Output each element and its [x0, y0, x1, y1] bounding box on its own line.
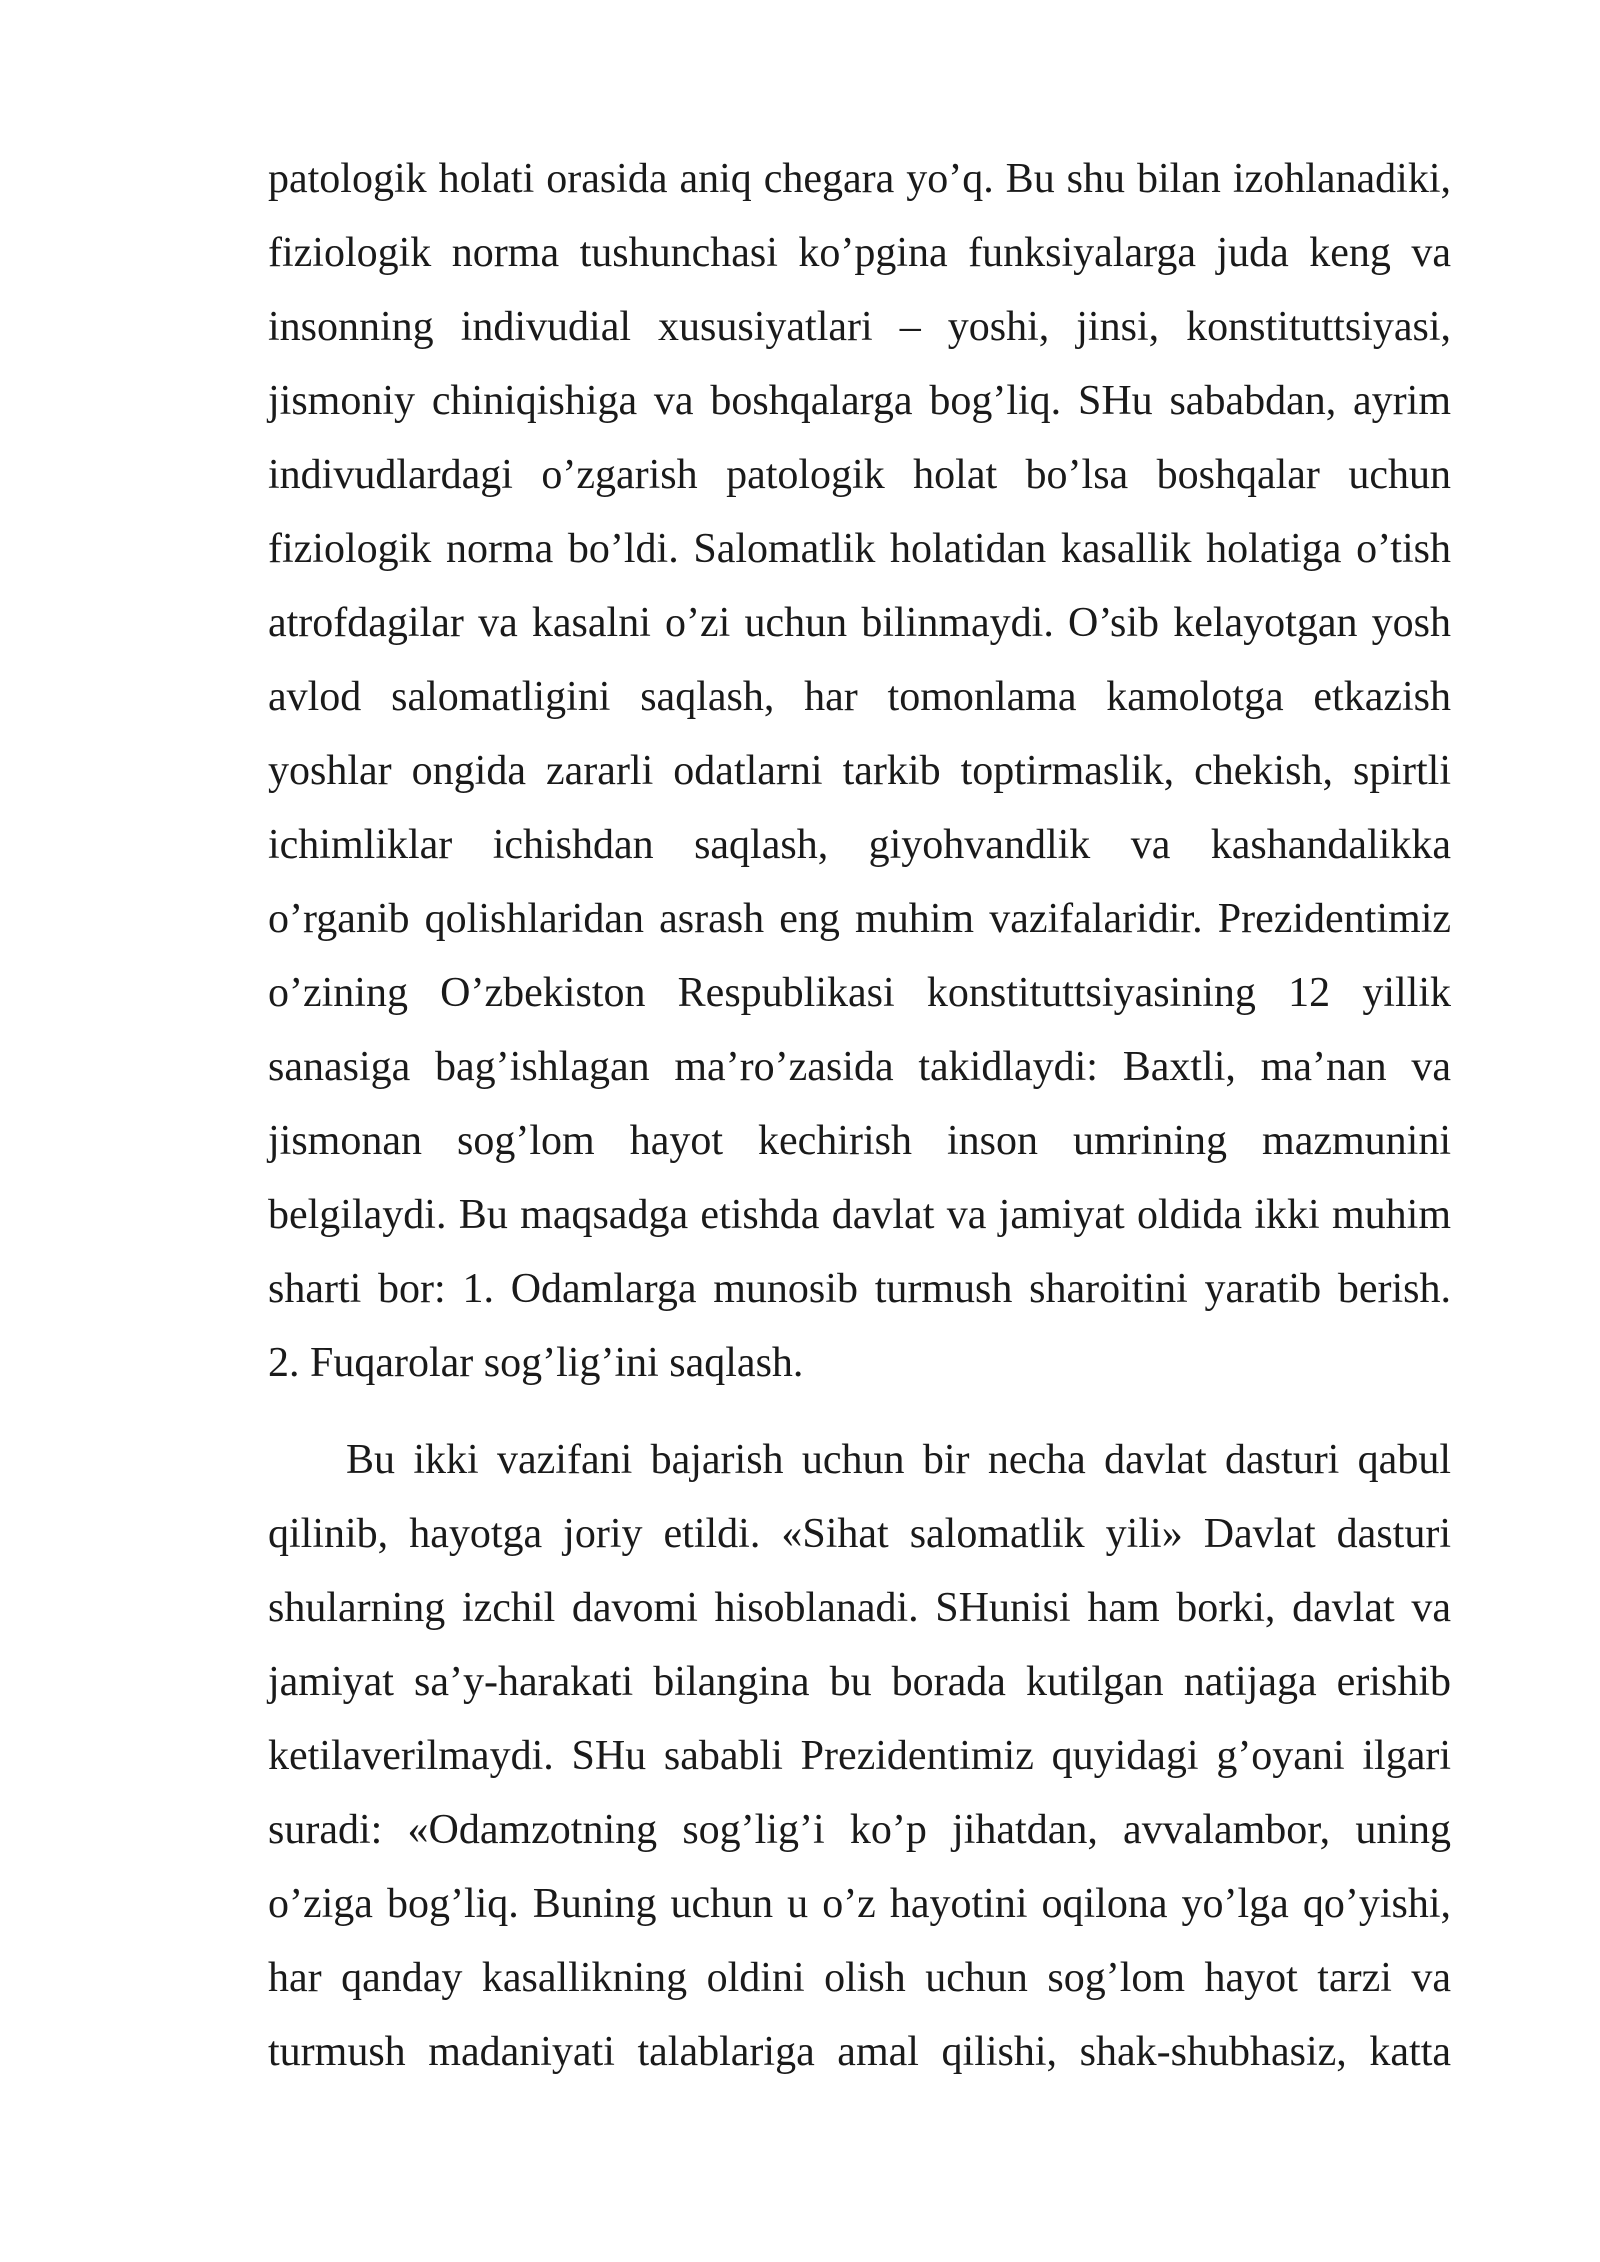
paragraph-1 — [268, 142, 1451, 1400]
paragraph-line: o’rganib qolishlaridan asrash eng muhim vazifalaridir. Prezidentimiz — [268, 896, 1451, 942]
paragraph-line: atrofdagilar va kasalni o’zi uchun bilinmaydi. O’sib kelayotgan yosh — [268, 600, 1451, 646]
paragraph-line: har qanday kasallikning oldini olish uchun sog’lom hayot tarzi va — [268, 1955, 1451, 2001]
paragraph-line: patologik holati orasida aniq chegara yo’q. Bu shu bilan izohlanadiki, — [268, 156, 1451, 202]
paragraph-line: jismoniy chiniqishiga va boshqalarga bog’liq. SHu sababdan, ayrim — [268, 378, 1451, 424]
paragraph-line: jamiyat sa’y-harakati bilangina bu borada kutilgan natijaga erishib — [268, 1659, 1451, 1705]
paragraph-line: ichimliklar ichishdan saqlash, giyohvandlik va kashandalikka — [268, 822, 1451, 868]
paragraph-line: o’zining O’zbekiston Respublikasi konstituttsiyasining 12 yillik — [268, 970, 1451, 1016]
paragraph-line: shularning izchil davomi hisoblanadi. SHunisi ham borki, davlat va — [268, 1585, 1451, 1631]
paragraph-line: belgilaydi. Bu maqsadga etishda davlat va jamiyat oldida ikki muhim — [268, 1192, 1451, 1238]
paragraph-line: fiziologik norma tushunchasi ko’pgina funksiyalarga juda keng va — [268, 230, 1451, 276]
paragraph-line: insonning indivudial xususiyatlari – yoshi, jinsi, konstituttsiyasi, — [268, 304, 1451, 350]
paragraph-line: sanasiga bag’ishlagan ma’ro’zasida takidlaydi: Baxtli, ma’nan va — [268, 1044, 1451, 1090]
paragraph-line: indivudlardagi o’zgarish patologik holat bo’lsa boshqalar uchun — [268, 452, 1451, 498]
paragraph-last-line: 2. Fuqarolar sog’lig’ini saqlash. — [268, 1340, 804, 1386]
paragraph-line: o’ziga bog’liq. Buning uchun u o’z hayotini oqilona yo’lga qo’yishi, — [268, 1881, 1451, 1927]
paragraph-line: yoshlar ongida zararli odatlarni tarkib toptirmaslik, chekish, spirtli — [268, 748, 1451, 794]
paragraph-2 — [268, 1423, 1451, 2089]
paragraph-first-line: Bu ikki vazifani bajarish uchun bir necha davlat dasturi qabul — [346, 1437, 1451, 1483]
paragraph-line: ketilaverilmaydi. SHu sababli Prezidentimiz quyidagi g’oyani ilgari — [268, 1733, 1451, 1779]
paragraph-line: sharti bor: 1. Odamlarga munosib turmush sharoitini yaratib berish. — [268, 1266, 1451, 1312]
paragraph-line: jismonan sog’lom hayot kechirish inson umrining mazmunini — [268, 1118, 1451, 1164]
paragraph-line: qilinib, hayotga joriy etildi. «Sihat salomatlik yili» Davlat dasturi — [268, 1511, 1451, 1557]
paragraph-line: avlod salomatligini saqlash, har tomonlama kamolotga etkazish — [268, 674, 1451, 720]
paragraph-line: suradi: «Odamzotning sog’lig’i ko’p jihatdan, avvalambor, uning — [268, 1807, 1451, 1853]
paragraph-line: turmush madaniyati talablariga amal qilishi, shak-shubhasiz, katta — [268, 2029, 1451, 2075]
paragraph-line: fiziologik norma bo’ldi. Salomatlik holatidan kasallik holatiga o’tish — [268, 526, 1451, 572]
